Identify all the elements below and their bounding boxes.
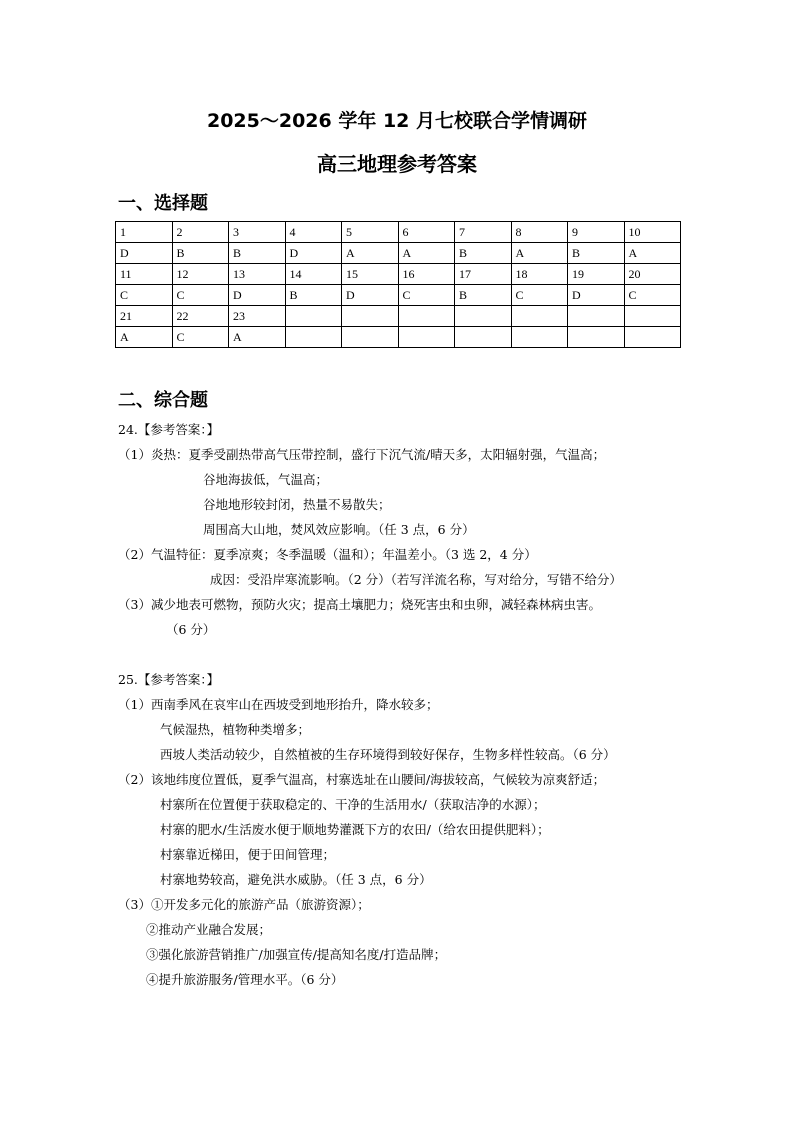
table-cell bbox=[455, 306, 512, 327]
table-cell: 9 bbox=[568, 222, 625, 243]
table-cell: 20 bbox=[624, 264, 681, 285]
table-cell: A bbox=[624, 243, 681, 264]
table-cell: 12 bbox=[172, 264, 229, 285]
table-cell: D bbox=[229, 285, 286, 306]
table-cell bbox=[285, 306, 342, 327]
q25-header: 25.【参考答案：】 bbox=[118, 672, 220, 687]
table-cell: A bbox=[342, 243, 399, 264]
table-cell: 6 bbox=[398, 222, 455, 243]
document-subtitle: 高三地理参考答案 bbox=[317, 152, 477, 176]
table-cell bbox=[568, 327, 625, 348]
table-cell: C bbox=[511, 285, 568, 306]
table-cell: A bbox=[116, 327, 173, 348]
table-cell: A bbox=[229, 327, 286, 348]
table-cell: A bbox=[511, 243, 568, 264]
section-heading-comprehensive: 二、综合题 bbox=[118, 390, 208, 411]
table-cell: B bbox=[568, 243, 625, 264]
table-cell: C bbox=[398, 285, 455, 306]
q25-line: 气候湿热，植物种类增多； bbox=[160, 722, 311, 737]
table-cell: 8 bbox=[511, 222, 568, 243]
table-row bbox=[116, 327, 681, 348]
table-cell: C bbox=[624, 285, 681, 306]
table-cell: 21 bbox=[116, 306, 173, 327]
q25-line: ②推动产业融合发展； bbox=[146, 922, 272, 937]
q25-line: ③强化旅游营销推广/加强宣传/提高知名度/打造品牌； bbox=[146, 947, 447, 962]
table-cell: C bbox=[116, 285, 173, 306]
q25-line: 村寨所在位置便于获取稳定的、干净的生活用水/（获取洁净的水源）； bbox=[160, 797, 546, 812]
table-cell: 7 bbox=[455, 222, 512, 243]
table-cell: D bbox=[285, 243, 342, 264]
q24-line: （1）炎热：夏季受副热带高气压带控制，盛行下沉气流/晴天多，太阳辐射强，气温高； bbox=[118, 447, 606, 462]
table-cell bbox=[398, 327, 455, 348]
table-row bbox=[116, 243, 681, 264]
table-row bbox=[116, 306, 681, 327]
table-cell bbox=[568, 306, 625, 327]
q25-line: （1）西南季风在哀牢山在西坡受到地形抬升，降水较多； bbox=[118, 697, 439, 712]
q25-line: 村寨的肥水/生活废水便于顺地势灌溉下方的农田/（给农田提供肥料）； bbox=[160, 822, 550, 837]
table-cell: 2 bbox=[172, 222, 229, 243]
table-cell bbox=[342, 327, 399, 348]
table-cell: 14 bbox=[285, 264, 342, 285]
q24-line: （2）气温特征：夏季凉爽；冬季温暖（温和）；年温差小。（3 选 2，4 分） bbox=[118, 547, 537, 562]
table-row bbox=[116, 222, 681, 243]
table-cell bbox=[511, 306, 568, 327]
q25-line: （2）该地纬度位置低，夏季气温高，村寨选址在山腰间/海拔较高，气候较为凉爽舒适； bbox=[118, 772, 606, 787]
table-cell: 15 bbox=[342, 264, 399, 285]
table-cell bbox=[342, 306, 399, 327]
q24-line: 周围高大山地，焚风效应影响。（任 3 点，6 分） bbox=[203, 522, 475, 537]
document-title: 2025～2026 学年 12 月七校联合学情调研 bbox=[206, 110, 588, 132]
q24-line: （3）减少地表可燃物，预防火灾；提高土壤肥力；烧死害虫和虫卵，减轻森林病虫害。 bbox=[118, 597, 601, 612]
table-cell: 10 bbox=[624, 222, 681, 243]
table-cell bbox=[511, 327, 568, 348]
q24-header: 24.【参考答案：】 bbox=[118, 422, 220, 437]
answer-table bbox=[115, 221, 681, 348]
table-cell: B bbox=[229, 243, 286, 264]
table-cell: C bbox=[172, 285, 229, 306]
table-cell: B bbox=[285, 285, 342, 306]
table-row bbox=[116, 285, 681, 306]
q24-line: 谷地地形较封闭，热量不易散失； bbox=[203, 497, 391, 512]
q24-line: 谷地海拔低，气温高； bbox=[203, 472, 329, 487]
table-cell bbox=[455, 327, 512, 348]
table-row bbox=[116, 264, 681, 285]
table-cell: 23 bbox=[229, 306, 286, 327]
table-cell: 5 bbox=[342, 222, 399, 243]
table-cell: 4 bbox=[285, 222, 342, 243]
q25-line: 村寨地势较高，避免洪水威胁。（任 3 点，6 分） bbox=[160, 872, 432, 887]
table-cell: 18 bbox=[511, 264, 568, 285]
table-cell: D bbox=[116, 243, 173, 264]
section-heading-choice: 一、选择题 bbox=[118, 193, 208, 214]
q25-line: 西坡人类活动较少，自然植被的生存环境得到较好保存，生物多样性较高。（6 分） bbox=[160, 747, 616, 762]
table-cell: 16 bbox=[398, 264, 455, 285]
table-cell: C bbox=[172, 327, 229, 348]
table-cell: B bbox=[172, 243, 229, 264]
table-cell bbox=[624, 327, 681, 348]
q25-line: ④提升旅游服务/管理水平。（6 分） bbox=[146, 972, 344, 987]
q25-line: （3）①开发多元化的旅游产品（旅游资源）； bbox=[118, 897, 370, 912]
table-cell: 11 bbox=[116, 264, 173, 285]
table-cell: D bbox=[568, 285, 625, 306]
table-cell: 13 bbox=[229, 264, 286, 285]
q24-line: 成因：受沿岸寒流影响。（2 分）（若写洋流名称，写对给分，写错不给分） bbox=[210, 572, 622, 587]
table-cell: A bbox=[398, 243, 455, 264]
table-cell bbox=[285, 327, 342, 348]
table-cell bbox=[398, 306, 455, 327]
table-cell: 22 bbox=[172, 306, 229, 327]
q25-line: 村寨靠近梯田，便于田间管理； bbox=[160, 847, 336, 862]
table-cell: 17 bbox=[455, 264, 512, 285]
table-cell: B bbox=[455, 243, 512, 264]
q24-line: （6 分） bbox=[166, 622, 216, 637]
table-cell: D bbox=[342, 285, 399, 306]
table-cell: 3 bbox=[229, 222, 286, 243]
table-cell: B bbox=[455, 285, 512, 306]
table-cell: 1 bbox=[116, 222, 173, 243]
table-cell bbox=[624, 306, 681, 327]
table-cell: 19 bbox=[568, 264, 625, 285]
